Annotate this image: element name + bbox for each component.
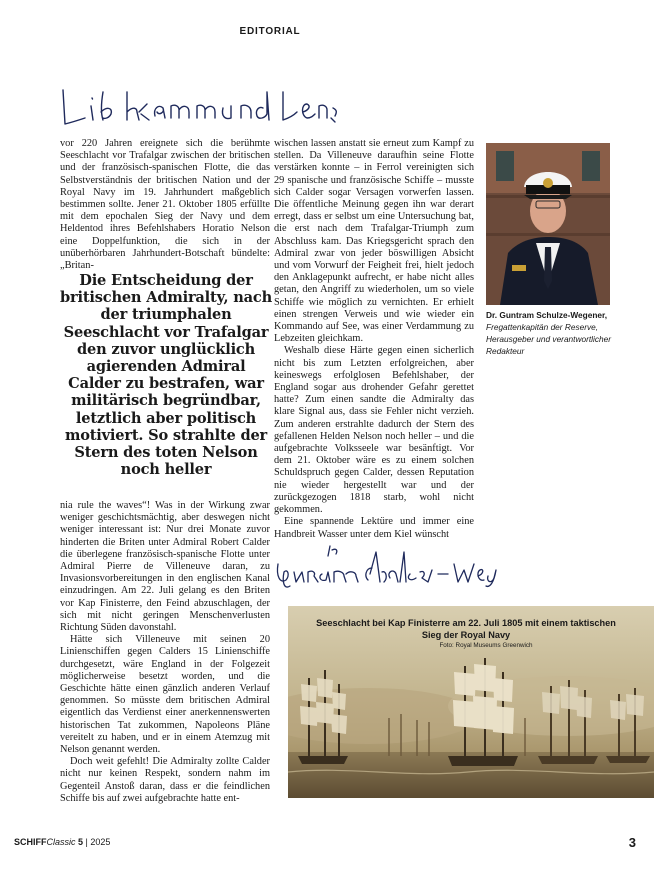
pull-quote: Die Entscheidung der britischen Admiralty, nach der triumphalen Seeschlacht vor Trafalgar den zuvor unglücklich agierenden Admiral Calder zu bestrafen, war militärisch begründbar, letztlich aber politisch motiviert. So strahlte der Stern des toten Nelson noch heller	[60, 272, 272, 479]
magazine-issue: SCHIFFClassic 5 | 2025	[14, 837, 111, 847]
body-text-column-2	[274, 138, 474, 541]
body-paragraph: Doch weit gefehlt! Die Admiralty zollte Calder nicht nur keinen Respekt, sondern nahm im Gegenteil Anstoß daran, dass er die feindlichen Schiffe bis auf zwei aufgebrachte hatte ent-	[60, 756, 270, 804]
handwritten-salutation	[55, 82, 355, 132]
body-paragraph: Weshalb diese Härte gegen einen sicherlich nicht bis zum Letzten erfolgreichen, aber keineswegs erfolglosen Befehlshaber, der England sogar aus drohender Gefahr gerettet hatte? Zum einen sandte die Admiralty das klare Signal aus, dass sie Fehler nicht verzieh. Zum anderen erstrahlte dadurch der Stern des gefallenen Helden Nelson noch heller – und die aufgebrachte Volksseele war besänftigt. Vor dem 21. Oktober wäre es zu einem solchen Schuldspruch gegen Calder, dessen Reputation nie wieder hergestellt war und der zurückgezogen 1818 starb, wohl nicht gekommen.	[274, 345, 474, 516]
painting-caption	[316, 618, 616, 651]
issue-year: 2025	[90, 837, 111, 847]
body-paragraph: vor 220 Jahren ereignete sich die berühmte Seeschlacht vor Trafalgar zwischen der britischen und der französisch-spanischen Flotte, die das Selbstverständnis der britischen Nation und der Royal Navy im 19. Jahrhundert maßgeblich bestimmen sollte. Jener 21. Oktober 1805 erfüllte mit dem epochalen Sieg der Navy und dem Heldentod ihres Befehlshabers Horatio Nelson eine Doppelfunktion, die sich in der unüberhörbaren Jahrhundert-Botschaft bündelte: „Britan-	[60, 138, 270, 272]
issue-number: 5	[78, 837, 84, 847]
body-text-column-1-bottom	[60, 500, 270, 805]
body-paragraph: nia rule the waves“! Was in der Wirkung zwar weniger geschichtsmächtig, aber deswegen nicht weniger interessant ist: Nur drei Monate zuvor hinderten die Briten unter Admiral Robert Calder die überlegene französisch-spanische Flotte unter Admiral Pierre de Villeneuve daran, zu Invasionsvorbereitungen in den englischen Kanal einzudringen. Am 22. Juli gelang es den Briten vor Kap Finisterre, den Feind abzuschlagen, der sich mit nicht geringen Menschenverlusten Richtung Süden davonstahl.	[60, 500, 270, 634]
body-paragraph: wischen lassen anstatt sie erneut zum Kampf zu stellen. Da Villeneuve daraufhin seine Flotte verstärken konnte – in Ferrol vereinigten sich 29 spanische und französische Schiffe – musste sich Calder sogar Versagen vorwerfen lassen. Die öffentliche Meinung gegen ihn war derart erregt, dass er selbst um eine Untersuchung bat, die erst nach dem Trafalgar-Triumph zum Abschluss kam. Das Kriegsgericht sprach den Admiral zwar von jeder böswilligen Absicht und vom Vorwurf der Feigheit frei, hielt jedoch den Anklagepunkt aufrecht, er habe nicht alles getan, den Angriff zu wiederholen, um so viele Schiffe wie möglich zu vernichten. Er erhielt einen strengen Verweis und wie wieder ein Kommando auf See, was einer Verdammung zu Lebzeiten gleichkam.	[274, 138, 474, 345]
painting-credit: Foto: Royal Museums Greenwich	[439, 642, 533, 649]
caption-name: Dr. Guntram Schulze-Wegener,	[486, 310, 608, 320]
body-paragraph: Hätte sich Villeneuve mit seinen 20 Linienschiffen gegen Calders 15 Linienschiffe durchgesetzt, wäre England in der Folgezeit möglicherweise besetzt worden, und die Geschichte hätte einen gänzlich anderen Verlauf genommen. So müsste dem britischen Admiral eigentlich das Verdienst einer anerkennenswerten historischen Tat zukommen, Napoleons Pläne vereitelt zu haben, und er in einem Atemzug mit Nelson genannt werden.	[60, 634, 270, 756]
magazine-name-italic: Classic	[46, 837, 76, 847]
page-footer	[14, 837, 636, 851]
magazine-name-bold: SCHIFF	[14, 837, 47, 847]
author-portrait-photo	[486, 143, 610, 305]
body-paragraph: Eine spannende Lektüre und immer eine Handbreit Wasser unter dem Kiel wünscht	[274, 516, 474, 540]
section-label: EDITORIAL	[239, 26, 301, 37]
caption-role: Fregattenkapitän der Reserve, Herausgeber und verantwortlicher Redakteur	[486, 322, 611, 356]
portrait-caption	[486, 309, 636, 357]
handwritten-signature	[272, 542, 502, 592]
page-number: 3	[628, 835, 636, 850]
body-text-column-1-top	[60, 138, 270, 272]
painting-title: Seeschlacht bei Kap Finisterre am 22. Juli 1805 mit einem taktischen Sieg der Royal Navy	[316, 618, 616, 640]
